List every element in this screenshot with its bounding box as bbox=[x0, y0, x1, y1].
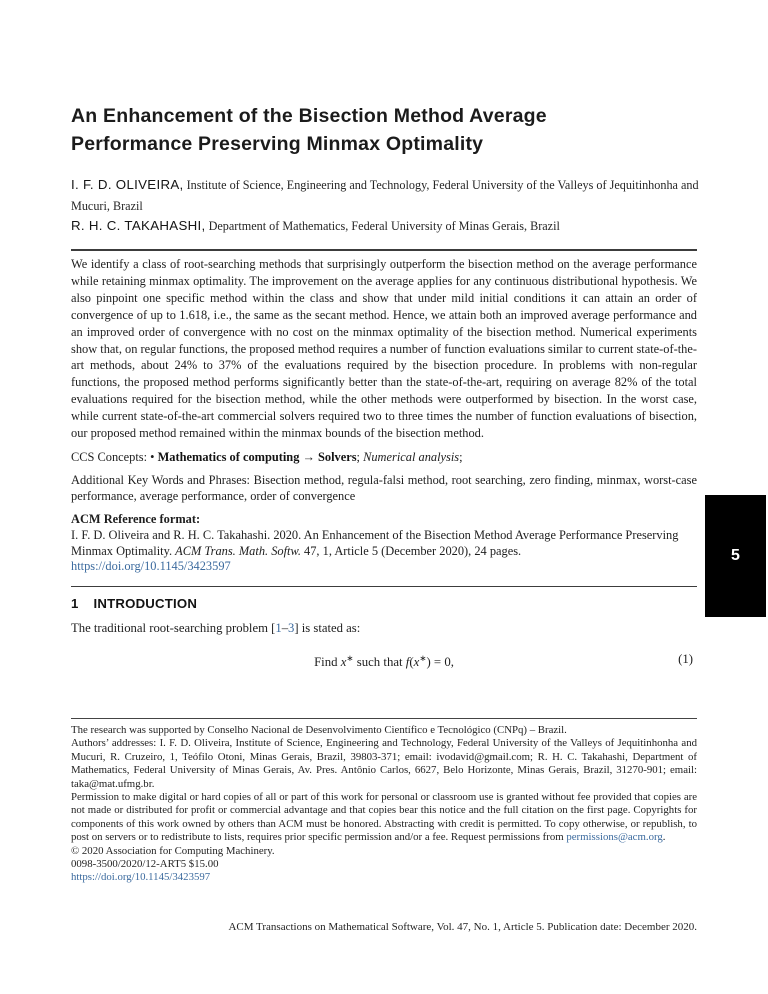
divider-above-introduction bbox=[71, 586, 697, 588]
ccs-subcategory: Solvers bbox=[318, 449, 357, 464]
equation-func-f: f bbox=[405, 655, 410, 670]
equation-text-mid: such that bbox=[353, 655, 406, 670]
reference-doi-row bbox=[71, 559, 697, 575]
footnote-issn: 0098-3500/2020/12-ART5 $15.00 bbox=[71, 858, 219, 871]
ccs-arrow: → bbox=[299, 449, 318, 464]
equation-var-x2: x bbox=[413, 655, 420, 670]
article-number-tab bbox=[705, 495, 766, 617]
footnote-block bbox=[71, 724, 697, 885]
acm-reference-text bbox=[71, 528, 697, 559]
equation-var-x: x bbox=[340, 655, 347, 670]
section-number: 1 bbox=[71, 596, 79, 612]
reference-citation-text: I. F. D. Oliveira and R. H. C. Takahashi. 2020. An Enhancement of the Bisection Method Average Performance Preserving Minmax Optimality. bbox=[71, 528, 679, 558]
journal-name: ACM Trans. Math. Softw. bbox=[175, 543, 301, 558]
page-title bbox=[71, 103, 711, 158]
equation-star: ∗ bbox=[346, 653, 354, 664]
footnote-copyright: © 2020 Association for Computing Machinery. bbox=[71, 844, 275, 857]
footnote-doi-link[interactable]: https://doi.org/10.1145/3423597 bbox=[71, 871, 211, 884]
author-affiliation: Institute of Science, Engineering and Technology, Federal University of the Valleys of Jequitinhonha and Mucuri, Brazil bbox=[71, 178, 699, 213]
footnote-funding: The research was supported by Conselho Nacional de Desenvolvimento Científico e Tecnológico (CNPq) – Brazil. bbox=[71, 724, 567, 736]
acm-reference-heading: ACM Reference format: bbox=[71, 512, 201, 527]
ccs-label: CCS Concepts: • bbox=[71, 449, 158, 464]
author-entry bbox=[71, 175, 701, 216]
equation-tail: ) = 0, bbox=[426, 655, 454, 670]
citation-link-3[interactable]: 3 bbox=[288, 621, 295, 636]
citation-dash: – bbox=[281, 621, 289, 636]
author-name: I. F. D. OLIVEIRA, bbox=[71, 177, 184, 192]
section-title: INTRODUCTION bbox=[93, 596, 198, 612]
footnote-permission-tail: . bbox=[662, 831, 666, 844]
intro-text-tail: ] is stated as: bbox=[294, 621, 361, 636]
footnote-doi-row bbox=[71, 871, 697, 884]
footnote-permission bbox=[71, 791, 697, 845]
permissions-email-link[interactable]: permissions@acm.org bbox=[566, 831, 663, 844]
page-title-line-2: Performance Preserving Minmax Optimality bbox=[71, 132, 484, 155]
footnote-permission-text: Permission to make digital or hard copies of all or part of this work for personal or classroom use is granted without fee provided that copies are not made or distributed for profit or commercial advantage and that copies bear this notice and the full citation on the first page. Copyrights for components of this work owned by others than ACM must be honored. Abstracting with credit is permitted. To copy otherwise, or republish, to post on servers or to redistribute to lists, requires prior specific permission and/or a fee. Request permissions from bbox=[71, 791, 697, 844]
section-heading-introduction bbox=[71, 596, 697, 613]
equation-star2: ∗ bbox=[419, 653, 427, 664]
abstract-text: We identify a class of root-searching methods that surprisingly outperform the bisection method on the average performance while retaining minmax optimality. The improvement on the average applies for any continuous distributional hypothesis. We also pinpoint one specific method within the class and show that under mild initial conditions it can attain an order of convergence of up to 1.618, i.e., the same as the secant method. Hence, we attain both an improved average performance and an improved order of convergence with no cost on the minmax optimality of the bisection method. Numerical experiments show that, on regular functions, the proposed method requires a number of function evaluations similar to current state-of-the-art methods, about 24% to 37% of the evaluations required by the bisection procedure. In problems with non-regular functions, the proposed method performs significantly better than the state-of-the-art, requiring on average 82% of the total evaluations required for the bisection method, while the other methods were outperformed by bisection. In the worst case, while current state-of-the-art commercial solvers required two to three times the number of function evaluations of bisection, our proposed method remained within the minmax bounds of the bisection method. bbox=[71, 257, 697, 441]
keywords-line: Additional Key Words and Phrases: Bisection method, regula-falsi method, root searching, zero finding, minmax, worst-case performance, average performance, order of convergence bbox=[71, 473, 697, 503]
intro-text: The traditional root-searching problem [ bbox=[71, 621, 276, 636]
author-name: R. H. C. TAKAHASHI, bbox=[71, 218, 206, 233]
equation-paren-open: ( bbox=[409, 655, 414, 670]
main-column bbox=[71, 256, 697, 671]
ccs-category: Mathematics of computing bbox=[157, 449, 300, 464]
ccs-separator: ; bbox=[356, 449, 364, 464]
ccs-end: ; bbox=[459, 449, 463, 464]
ccs-topic: Numerical analysis bbox=[363, 449, 460, 464]
footnote-addresses: Authors’ addresses: I. F. D. Oliveira, Institute of Science, Engineering and Technology, Federal University of the Valleys of Jequitinhonha and Mucuri, R. Cruzeiro, 1, Teófilo Otoni, Minas Gerais, Brazil, 39803-371; email: ivodavid@gmail.com; R. H. C. Takahashi, Department of Mathematics, Federal University of Minas Gerais, Av. Pres. Antônio Carlos, 6627, Belo Horizonte, Minas Gerais, Brazil, 31270-901; email: taka@mat.ufmg.br. bbox=[71, 737, 697, 790]
reference-citation-tail: 47, 1, Article 5 (December 2020), 24 pages. bbox=[300, 543, 522, 558]
citation-link-1[interactable]: 1 bbox=[275, 621, 282, 636]
equation-text: Find bbox=[314, 655, 341, 670]
journal-footer: ACM Transactions on Mathematical Software, Vol. 47, No. 1, Article 5. Publication date: December 2020. bbox=[228, 921, 697, 933]
page-title-line-1: An Enhancement of the Bisection Method Average bbox=[71, 105, 547, 127]
article-number: 5 bbox=[731, 547, 740, 564]
footnote-divider bbox=[71, 718, 697, 719]
acm-reference-block bbox=[71, 512, 697, 574]
author-entry bbox=[71, 216, 701, 237]
intro-paragraph bbox=[71, 620, 697, 637]
doi-link[interactable]: https://doi.org/10.1145/3423597 bbox=[71, 559, 231, 574]
divider-above-abstract bbox=[71, 249, 697, 251]
author-affiliation: Department of Mathematics, Federal University of Minas Gerais, Brazil bbox=[205, 219, 560, 233]
author-block bbox=[71, 175, 701, 237]
equation-number: (1) bbox=[678, 652, 693, 667]
ccs-concepts-line bbox=[71, 450, 697, 466]
equation-1 bbox=[71, 650, 697, 671]
